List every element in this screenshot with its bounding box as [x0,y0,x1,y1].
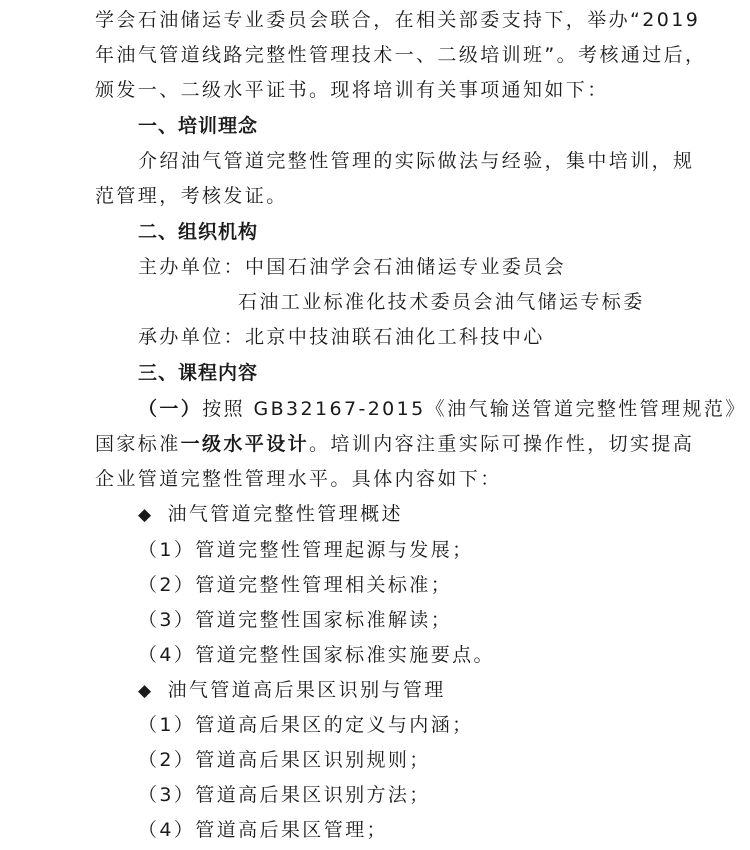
topic-2-item-1: （1）管道高后果区的定义与内涵； [138,714,474,736]
section-heading-course-content: 三、课程内容 [138,362,259,384]
course-para-text-1: 按照 GB32167-2015《油气输送管道完整性管理规范》 [202,398,747,420]
intro-line-2: 年油气管道线路完整性管理技术一、二级培训班”。考核通过后， [95,44,707,66]
course-para-text-2b: 。培训内容注重实际可操作性，切实提高 [309,433,695,455]
intro-line-3: 颁发一、二级水平证书。现将培训有关事项通知如下： [95,79,609,101]
organizer-label: 承办单位： [138,326,246,348]
section1-line-2: 范管理，考核发证。 [95,185,288,207]
course-para-text-2a: 国家标准 [95,433,181,455]
section-heading-organization: 二、组织机构 [138,221,259,243]
topic-2-title: 油气管道高后果区识别与管理 [167,679,446,701]
topic-1-item-1: （1）管道完整性管理起源与发展； [138,539,474,561]
organizer-row [138,325,545,349]
section1-line-1: 介绍油气管道完整性管理的实际做法与经验，集中培训，规 [138,150,695,172]
course-para-line-2 [95,432,694,456]
topic-2-bullet [138,678,446,703]
topic-1-title: 油气管道完整性管理概述 [167,503,403,525]
topic-1-bullet [138,502,403,527]
host-organization-2: 石油工业标准化技术委员会油气储运专标委 [238,291,645,313]
section-heading-training-philosophy: 一、培训理念 [138,115,259,137]
topic-2-item-3: （3）管道高后果区识别方法； [138,784,431,806]
host-organization-1: 中国石油学会石油储运专业委员会 [245,256,567,278]
organizer-name: 北京中技油联石油化工科技中心 [245,326,545,348]
topic-2-item-4: （4）管道高后果区管理； [138,819,388,841]
host-label: 主办单位： [138,256,246,278]
host-row [138,255,566,279]
course-para-line-3: 企业管道完整性管理水平。具体内容如下： [95,468,502,490]
course-para-emphasis: 一级水平设计 [180,433,310,455]
intro-line-1: 学会石油储运专业委员会联合，在相关部委支持下，举办“2019 [95,9,701,31]
course-para-prefix: （一） [138,398,203,420]
course-para-line-1 [138,397,747,421]
diamond-bullet-icon: ◆ [138,681,154,701]
diamond-bullet-icon: ◆ [138,505,154,525]
topic-1-item-4: （4）管道完整性国家标准实施要点。 [138,644,495,666]
topic-2-item-2: （2）管道高后果区识别规则； [138,749,431,771]
topic-1-item-2: （2）管道完整性管理相关标准； [138,574,453,596]
topic-1-item-3: （3）管道完整性国家标准解读； [138,609,453,631]
